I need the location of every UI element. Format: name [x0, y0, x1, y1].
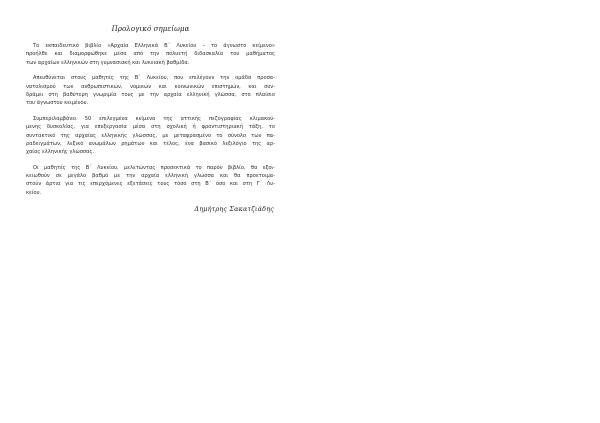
paragraph-3	[26, 115, 275, 157]
paragraph-line: Συμπεριλαμβάνει 50 επιλεγμένα κείμενα της αττικής πεζογραφίας κλιμακού-	[33, 115, 275, 122]
paragraph-4	[26, 164, 275, 198]
paragraph-line: νατολισμού των ανθρωπιστικών, νομικών και κοινωνικών επιστημών, και συν-	[26, 83, 275, 90]
paragraph-2	[26, 74, 275, 108]
paragraph-line: των αρχαίων ελληνικών στη γυμνασιακή και λυκειακή βαθμίδα.	[26, 59, 190, 66]
paragraph-line: συντακτικό της αρχαίας ελληνικής γλώσσας, με μεταφρασμένο το σύνολο των πα-	[26, 132, 275, 139]
text-column	[26, 24, 275, 214]
paragraph-line: ραδειγμάτων, λεξικό ανωμάλων ρημάτων και τέλος, ένα βασικό λεξιλόγιο της αρ-	[26, 140, 275, 147]
author-signature: Δημήτρης Σακατζιάδης	[194, 205, 274, 214]
paragraph-line: δράμει στη βαθύτερη γνωριμία τους με την αρχαία ελληνική γλώσσα, στο πλαίσιο	[26, 91, 275, 98]
paragraph-1	[26, 42, 275, 67]
paragraph-line: Οι μαθητές της Β΄ Λυκείου, μελετώντας προσεκτικά το παρόν βιβλίο, θα εξοι-	[33, 164, 275, 171]
paragraph-line: του άγνωστου κειμένου.	[26, 100, 89, 107]
page-title: Προλογικό σημείωμα	[111, 25, 190, 33]
paragraph-line: κειωθούν σε μεγάλο βαθμό με την αρχαία ελληνική γλώσσα και θα προετοιμα-	[26, 173, 275, 180]
paragraph-line: χαίας ελληνικής γλώσσας.	[26, 149, 95, 156]
paragraph-line: κείου.	[26, 189, 42, 196]
paragraph-line: στούν άρτια για τις επερχόμενες εξετάσεις τους τόσο στη Β΄ όσο και στη Γ΄ Λυ-	[26, 181, 275, 188]
paragraph-line: προήλθε και διαμορφώθηκε μέσα από την πολυετή διδασκαλία του μαθήματος	[26, 51, 275, 58]
paragraph-line: Απευθύνεται στους μαθητές της Β΄ Λυκείου, που επιλέγουν την ομάδα προσα-	[33, 75, 275, 82]
paragraph-line: μενης δυσκολίας, για επεξεργασία μέσα στη σχολική ή φροντιστηριακή τάξη, το	[26, 124, 275, 131]
paragraph-line: Το εκπαιδευτικό βιβλίο «Αρχαία Ελληνικά Β΄ Λυκείου – το άγνωστο κείμενο»	[33, 43, 275, 49]
